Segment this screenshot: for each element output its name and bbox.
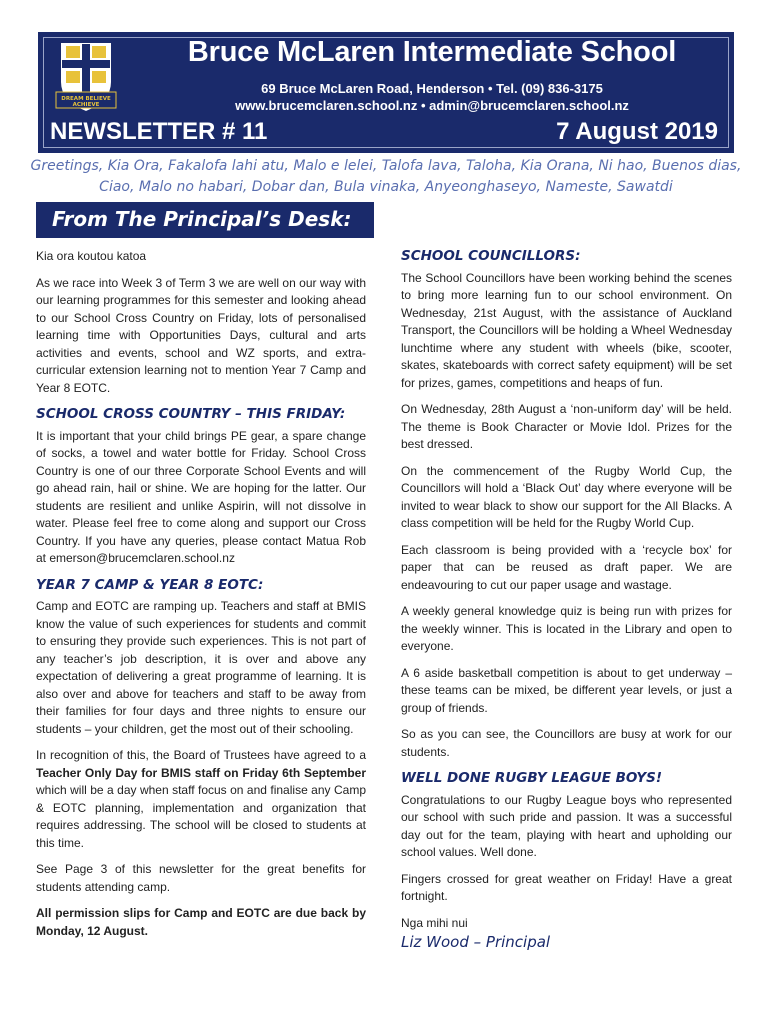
weather-note: Fingers crossed for great weather on Friday! Have a great fortnight. [401, 871, 732, 903]
principal-signature: Liz Wood – Principal [401, 933, 551, 951]
permission-slips-note [36, 905, 366, 940]
cross-country-heading: SCHOOL CROSS COUNTRY – THIS FRIDAY: [36, 406, 346, 422]
councillors-heading: SCHOOL COUNCILLORS: [401, 248, 581, 264]
school-address: 69 Bruce McLaren Road, Henderson • Tel. (09) 836-3175 [261, 81, 603, 96]
school-name: Bruce McLaren Intermediate School [187, 36, 677, 68]
multilingual-greetings: Greetings, Kia Ora, Fakalofa lahi atu, Malo e lelei, Talofa lava, Taloha, Kia Orana, Ni hao, Buenos dias, Ciao, Malo no habari, Dobar dan, Bula vinaka, Anyeonghaseyo, Nameste, Sawatdi [30, 158, 742, 195]
closing-line: Nga mihi nui [401, 915, 468, 930]
principal-desk-banner [36, 202, 374, 238]
teacher-only-day-highlight: Teacher Only Day for BMIS staff on Friday 6th September [36, 765, 366, 780]
rugby-league-heading: WELL DONE RUGBY LEAGUE BOYS! [401, 770, 663, 786]
cross-country-paragraph: It is important that your child brings PE gear, a spare change of socks, a towel and water bottle for Friday. School Cross Country is one of our three Corporate School Events and will go ahead rain, hail or shine. We are hoping for the latter. Our students are resilient and unlike Aspirin, will not dissolve in water. Please feel free to come along and support our Cross Country. If you have any queries, please contact Matua Rob at emerson@brucemclaren.school.nz [36, 428, 366, 565]
permission-slips-text: All permission slips for Camp and EOTC are due back by Monday, 12 August. [36, 906, 366, 938]
councillors-paragraph-1: The School Councillors have been working behind the scenes to bring more learning fun to our school environment. On Wednesday, 21st August, with the assistance of Auckland Transport, the Councillors will be holding a Wheel Wednesday lunchtime where any student with wheels (bike, scooter, skates, skateboards with correct safety equipment) will be set for prizes, games, competitions and heaps of fun. [401, 270, 732, 390]
councillors-paragraph-7: So as you can see, the Councillors are busy at work for our students. [401, 727, 732, 759]
councillors-paragraph-5: A weekly general knowledge quiz is being run with prizes for the weekly winner. This is located in the Library and open to everyone. [401, 604, 732, 653]
svg-text:DREAM BELIEVE: DREAM BELIEVE [61, 96, 111, 102]
rugby-league-paragraph: Congratulations to our Rugby League boys who represented our school with such pride and passion. It was a successful day out for the team, playing with heart and upholding our school values. Well done. [401, 792, 732, 859]
councillors-paragraph-6: A 6 aside basketball competition is about to get underway – these teams can be mixed, be different year levels, or just a group of friends. [401, 665, 732, 715]
salutation: Kia ora koutou katoa [36, 249, 147, 263]
left-column [36, 248, 366, 949]
newsletter-number: NEWSLETTER # 11 [50, 118, 268, 145]
camp-paragraph: Camp and EOTC are ramping up. Teachers and staff at BMIS know the value of such experiences for students and commit to ensuring they provide such experiences. This is not part of any teacher’s job description, it is over and above any expectation of delivering a great programme of learning. It is also over and above for teachers and staff to be away from their families for four days and three nights to ensure our students – your children, get the most out of their schooling. [36, 599, 366, 736]
councillors-paragraph-2: On Wednesday, 28th August a ‘non-uniform day’ will be held. The theme is Book Character or Movie Idol. Prizes for the best dressed. [401, 402, 732, 451]
teacher-only-day-paragraph [36, 747, 366, 852]
camp-heading: YEAR 7 CAMP & YEAR 8 EOTC: [36, 576, 264, 593]
recognition-text: In recognition of this, the Board of Trustees have agreed to a [36, 748, 366, 762]
councillors-paragraph-3: On the commencement of the Rugby World Cup, the Councillors will hold a ‘Black Out’ day where everyone will be invited to wear black to show our support for the All Blacks. A class competition will be held for the Rugby World Cup. [401, 463, 732, 530]
recognition-text-end: which will be a day when staff focus on and finalise any Camp & EOTC planning, implementation and organization that requires addressing. The school will be closed to students at this time. [36, 783, 366, 850]
page3-note: See Page 3 of this newsletter for the great benefits for students attending camp. [36, 862, 366, 894]
svg-text:ACHIEVE: ACHIEVE [72, 102, 100, 108]
newsletter-date: 7 August 2019 [556, 118, 718, 145]
school-crest-icon [54, 38, 118, 114]
principal-desk-title: From The Principal’s Desk: [52, 207, 352, 231]
intro-paragraph: As we race into Week 3 of Term 3 we are well on our way with our learning programmes for this semester and looking ahead to our School Cross Country on Friday, lots of personalised learning time with Opportunities Days, cultural and arts activities and events, school and WZ sports, and extra-curricular extension learning not to mention Year 7 Camp and Year 8 EOTC. [36, 275, 366, 395]
councillors-paragraph-4: Each classroom is being provided with a ‘recycle box’ for paper that can be reused as draft paper. We are endeavouring to cut our paper usage and wastage. [401, 542, 732, 592]
masthead [38, 32, 734, 153]
school-contact: www.brucemclaren.school.nz • admin@brucemclaren.school.nz [235, 98, 629, 113]
right-column [401, 248, 732, 952]
